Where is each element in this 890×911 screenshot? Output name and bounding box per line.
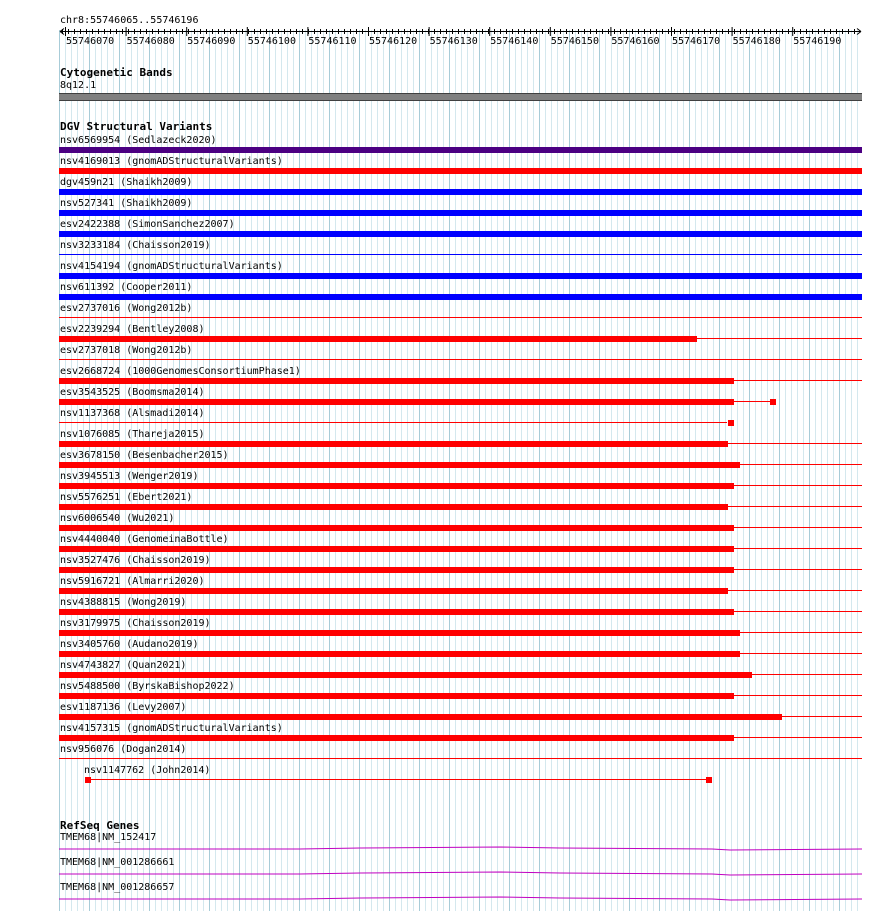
dgv-feature-bar[interactable]: [59, 525, 734, 531]
refseq-title: RefSeq Genes: [60, 819, 140, 832]
dgv-feature-bar[interactable]: [59, 399, 734, 405]
ruler-tick-label: 55746160: [611, 36, 660, 47]
dgv-feature-bar[interactable]: [59, 462, 740, 468]
dgv-feature-line[interactable]: [734, 695, 862, 696]
dgv-feature-line[interactable]: [728, 590, 862, 591]
ruler-tick-label: 55746140: [490, 36, 539, 47]
dgv-feature-line[interactable]: [740, 464, 862, 465]
ruler-tick-label: 55746170: [672, 36, 721, 47]
dgv-feature-label[interactable]: nsv4157315 (gnomADStructuralVariants): [60, 723, 283, 734]
dgv-feature-line[interactable]: [740, 653, 862, 654]
dgv-feature-label[interactable]: nsv1076085 (Thareja2015): [60, 429, 205, 440]
dgv-feature-bar[interactable]: [59, 567, 734, 573]
dgv-feature-block[interactable]: [85, 777, 91, 783]
dgv-feature-label[interactable]: nsv3405760 (Audano2019): [60, 639, 199, 650]
refseq-transcript-line[interactable]: [0, 869, 890, 877]
dgv-feature-label[interactable]: nsv3233184 (Chaisson2019): [60, 240, 211, 251]
refseq-transcript-label[interactable]: TMEM68|NM_152417: [60, 832, 157, 843]
dgv-feature-intron-line[interactable]: [91, 779, 706, 780]
dgv-feature-line[interactable]: [734, 527, 862, 528]
dgv-feature-label[interactable]: nsv4169013 (gnomADStructuralVariants): [60, 156, 283, 167]
dgv-feature-bar[interactable]: [59, 630, 740, 636]
dgv-feature-label[interactable]: nsv4154194 (gnomADStructuralVariants): [60, 261, 283, 272]
ruler-tick-label: 55746180: [732, 36, 781, 47]
dgv-feature-line[interactable]: [734, 737, 862, 738]
dgv-feature-bar[interactable]: [59, 735, 734, 741]
ruler-tick-label: 55746120: [369, 36, 418, 47]
dgv-feature-line[interactable]: [752, 674, 862, 675]
ruler-tick-label: 55746130: [429, 36, 478, 47]
ruler-tick-label: 55746070: [66, 36, 115, 47]
dgv-feature-bar[interactable]: [59, 609, 734, 615]
dgv-feature-bar[interactable]: [59, 378, 734, 384]
ruler-tick-label: 55746090: [187, 36, 236, 47]
dgv-feature-bar[interactable]: [59, 588, 728, 594]
dgv-feature-label[interactable]: esv1187136 (Levy2007): [60, 702, 187, 713]
dgv-feature-label[interactable]: esv2239294 (Bentley2008): [60, 324, 205, 335]
dgv-feature-intron-line[interactable]: [734, 401, 770, 402]
ruler-scale[interactable]: [0, 0, 890, 60]
dgv-feature-line[interactable]: [59, 359, 862, 360]
dgv-feature-label[interactable]: nsv956076 (Dogan2014): [60, 744, 187, 755]
dgv-feature-line[interactable]: [59, 422, 727, 423]
dgv-feature-line[interactable]: [59, 317, 862, 318]
dgv-feature-label[interactable]: nsv1147762 (John2014): [84, 765, 211, 776]
dgv-feature-label[interactable]: nsv3527476 (Chaisson2019): [60, 555, 211, 566]
dgv-feature-label[interactable]: esv2668724 (1000GenomesConsortiumPhase1): [60, 366, 301, 377]
dgv-feature-label[interactable]: esv2422388 (SimonSanchez2007): [60, 219, 235, 230]
dgv-feature-bar[interactable]: [59, 189, 862, 195]
dgv-feature-bar[interactable]: [59, 147, 862, 153]
dgv-feature-line[interactable]: [59, 254, 862, 255]
dgv-feature-label[interactable]: nsv5576251 (Ebert2021): [60, 492, 193, 503]
refseq-transcript-label[interactable]: TMEM68|NM_001286661: [60, 857, 175, 868]
dgv-feature-line[interactable]: [734, 569, 862, 570]
dgv-feature-bar[interactable]: [59, 336, 697, 342]
dgv-feature-bar[interactable]: [59, 693, 734, 699]
dgv-feature-block[interactable]: [770, 399, 776, 405]
dgv-feature-bar[interactable]: [59, 714, 782, 720]
cytoband-bar[interactable]: [59, 93, 862, 101]
dgv-feature-label[interactable]: nsv4388815 (Wong2019): [60, 597, 187, 608]
dgv-feature-line[interactable]: [728, 443, 862, 444]
dgv-feature-bar[interactable]: [59, 168, 862, 174]
dgv-feature-block[interactable]: [706, 777, 712, 783]
dgv-feature-label[interactable]: nsv6006540 (Wu2021): [60, 513, 175, 524]
dgv-feature-bar[interactable]: [59, 504, 728, 510]
refseq-intron-path: [59, 872, 862, 875]
ruler-tick-label: 55746080: [126, 36, 175, 47]
dgv-feature-bar[interactable]: [59, 210, 862, 216]
dgv-feature-block[interactable]: [728, 420, 734, 426]
dgv-feature-label[interactable]: nsv5916721 (Almarri2020): [60, 576, 205, 587]
dgv-feature-line[interactable]: [697, 338, 862, 339]
dgv-feature-line[interactable]: [734, 485, 862, 486]
dgv-feature-bar[interactable]: [59, 651, 740, 657]
dgv-feature-label[interactable]: nsv1137368 (Alsmadi2014): [60, 408, 205, 419]
refseq-intron-path: [59, 847, 862, 850]
ruler-tick-label: 55746110: [308, 36, 357, 47]
refseq-transcript-line[interactable]: [0, 894, 890, 902]
dgv-feature-label[interactable]: esv2737018 (Wong2012b): [60, 345, 193, 356]
dgv-feature-bar[interactable]: [59, 546, 734, 552]
ruler-tick-label: 55746190: [793, 36, 842, 47]
dgv-feature-label[interactable]: nsv3945513 (Wenger2019): [60, 471, 199, 482]
dgv-feature-line[interactable]: [734, 611, 862, 612]
dgv-feature-label[interactable]: esv2737016 (Wong2012b): [60, 303, 193, 314]
ruler-tick-label: 55746100: [247, 36, 296, 47]
dgv-feature-label[interactable]: nsv611392 (Cooper2011): [60, 282, 193, 293]
dgv-feature-bar[interactable]: [59, 231, 862, 237]
dgv-feature-label[interactable]: nsv4743827 (Quan2021): [60, 660, 187, 671]
dgv-feature-label[interactable]: esv3678150 (Besenbacher2015): [60, 450, 229, 461]
dgv-feature-bar[interactable]: [59, 672, 752, 678]
cytogenetic-bands-title: Cytogenetic Bands: [60, 66, 173, 79]
dgv-feature-bar[interactable]: [59, 441, 728, 447]
dgv-feature-bar[interactable]: [59, 273, 862, 279]
dgv-feature-line[interactable]: [782, 716, 862, 717]
dgv-title: DGV Structural Variants: [60, 120, 213, 133]
dgv-feature-label[interactable]: dgv459n21 (Shaikh2009): [60, 177, 193, 188]
refseq-transcript-line[interactable]: [0, 844, 890, 852]
cytoband-label: 8q12.1: [60, 80, 97, 91]
dgv-feature-label[interactable]: nsv3179975 (Chaisson2019): [60, 618, 211, 629]
dgv-feature-label[interactable]: esv3543525 (Boomsma2014): [60, 387, 205, 398]
refseq-intron-path: [59, 897, 862, 900]
dgv-feature-line[interactable]: [734, 380, 862, 381]
dgv-feature-label[interactable]: nsv6569954 (Sedlazeck2020): [60, 135, 217, 146]
dgv-feature-line[interactable]: [728, 506, 862, 507]
dgv-feature-bar[interactable]: [59, 294, 862, 300]
ruler-position: chr8:55746065..55746196: [60, 15, 199, 26]
dgv-feature-label[interactable]: nsv527341 (Shaikh2009): [60, 198, 193, 209]
dgv-feature-line[interactable]: [740, 632, 862, 633]
dgv-feature-label[interactable]: nsv4440040 (GenomeinaBottle): [60, 534, 229, 545]
dgv-feature-line[interactable]: [59, 758, 862, 759]
dgv-feature-label[interactable]: nsv5488500 (ByrskaBishop2022): [60, 681, 235, 692]
refseq-transcript-label[interactable]: TMEM68|NM_001286657: [60, 882, 175, 893]
ruler-tick-label: 55746150: [550, 36, 599, 47]
dgv-feature-line[interactable]: [734, 548, 862, 549]
dgv-feature-bar[interactable]: [59, 483, 734, 489]
